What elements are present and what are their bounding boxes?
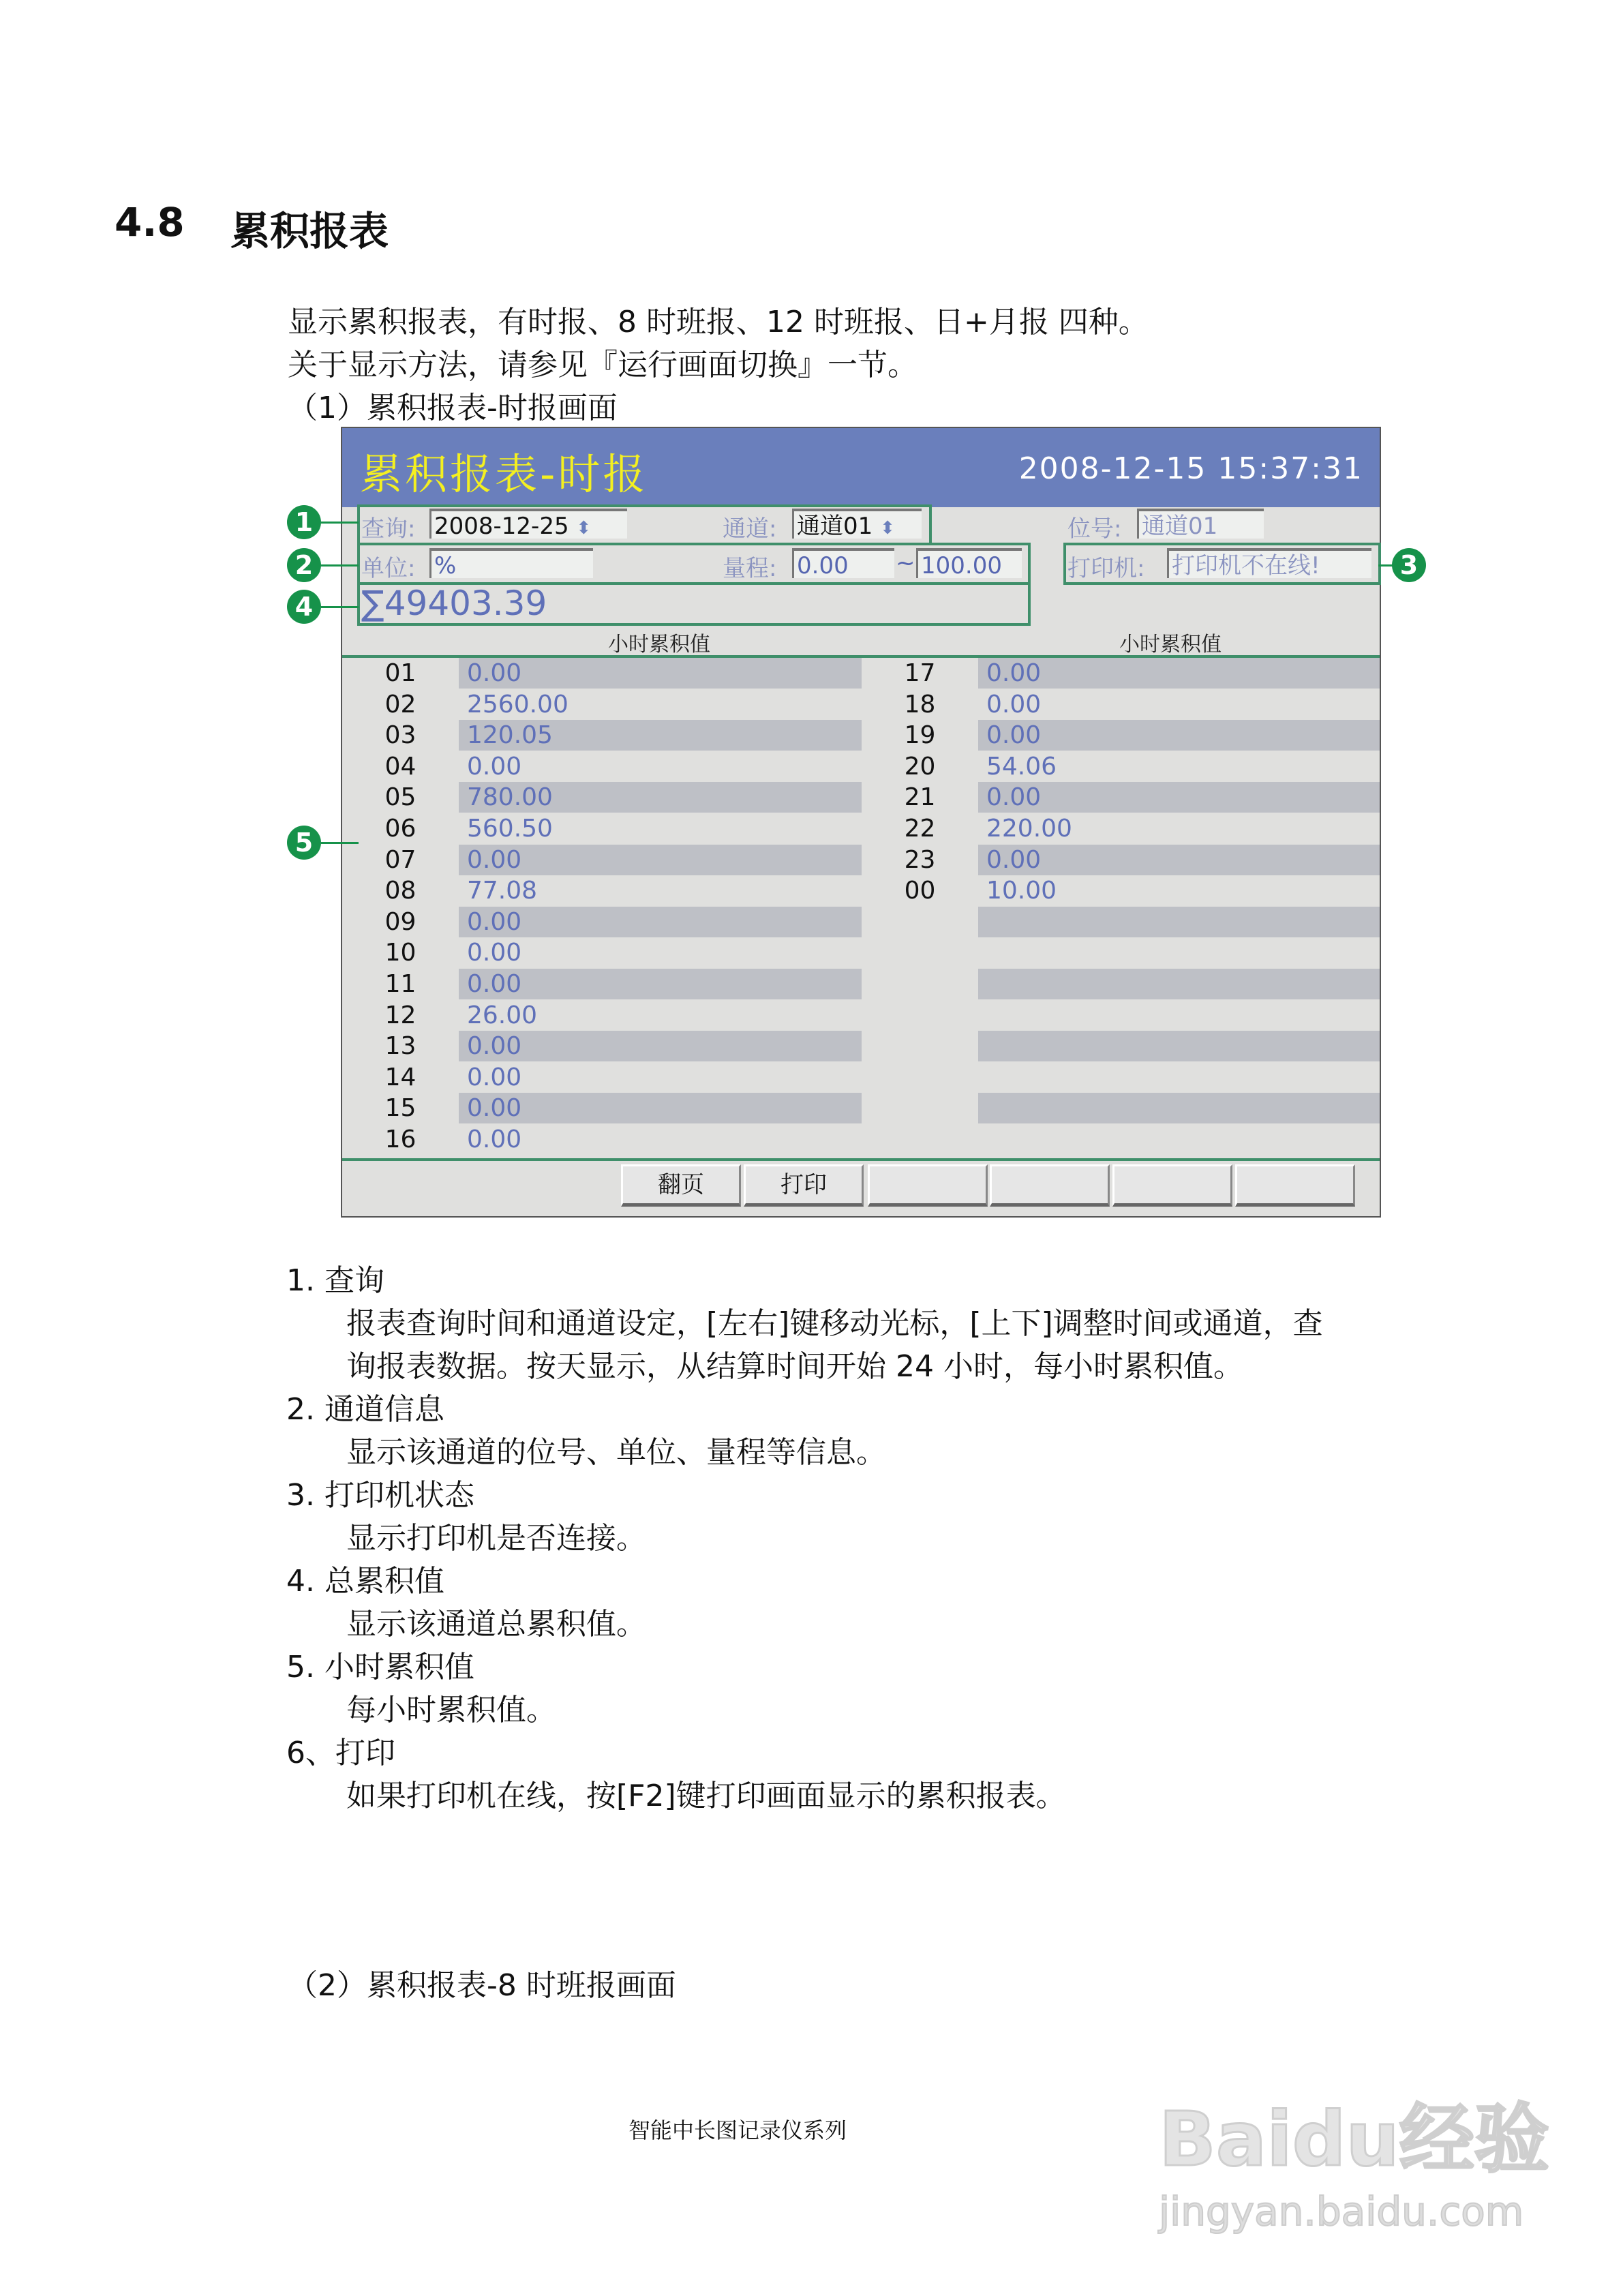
hour-cell: 11 [342, 969, 459, 999]
callout-leader-line [321, 522, 359, 524]
item-description: 询报表数据。按天显示，从结算时间开始 24 小时，每小时累积值。 [346, 1349, 1243, 1384]
value-cell [978, 937, 1380, 968]
value-cell: 780.00 [459, 782, 862, 813]
query-label: 查询: [361, 515, 416, 543]
hour-cell: 23 [862, 845, 978, 875]
hour-cell [862, 937, 978, 968]
softkey-blank-button[interactable] [1112, 1164, 1232, 1207]
tag-field: 通道01 [1137, 509, 1264, 539]
spinner-icon[interactable]: ⬍ [880, 518, 895, 539]
screen-datetime: 2008-12-15 15:37:31 [1018, 451, 1363, 486]
total-value: ∑49403.39 [361, 584, 547, 623]
callout-marker-4: 4 [287, 590, 321, 624]
baidu-watermark-logo: Baidu经验 [1159, 2096, 1549, 2183]
intro-line: 显示累积报表，有时报、8 时班报、12 时班报、日+月报 四种。 [288, 305, 1149, 339]
hour-cell: 20 [862, 751, 978, 782]
hour-cell: 07 [342, 845, 459, 875]
hour-cell: 02 [342, 689, 459, 720]
item-title: 3. 打印机状态 [286, 1478, 474, 1513]
softkey-blank-button[interactable] [1235, 1164, 1355, 1207]
channel-label: 通道: [723, 515, 777, 543]
table-row [342, 1031, 1380, 1061]
section-number: 4.8 [115, 199, 185, 245]
value-cell: 0.00 [459, 1093, 862, 1123]
table-row [342, 875, 1380, 906]
hour-cell: 10 [342, 937, 459, 968]
hour-cell [862, 1031, 978, 1061]
value-cell: 0.00 [459, 969, 862, 999]
hour-cell: 13 [342, 1031, 459, 1061]
hour-cell: 04 [342, 751, 459, 782]
table-row [342, 782, 1380, 813]
value-cell: 77.08 [459, 875, 862, 906]
hour-cell: 08 [342, 875, 459, 906]
hour-cell [862, 1093, 978, 1123]
table-row [342, 720, 1380, 751]
range-separator: ~ [896, 549, 915, 577]
hour-cell: 06 [342, 813, 459, 844]
value-cell [978, 1031, 1380, 1061]
callout-marker-2: 2 [287, 548, 321, 582]
table-row [342, 969, 1380, 999]
hour-cell: 03 [342, 720, 459, 751]
value-cell [978, 969, 1380, 999]
intro-line: 关于显示方法，请参见『运行画面切换』一节。 [288, 348, 917, 382]
hour-cell: 15 [342, 1093, 459, 1123]
hour-cell [862, 1000, 978, 1031]
tag-label: 位号: [1067, 515, 1122, 543]
table-row [342, 658, 1380, 689]
range-min-field: 0.00 [792, 548, 894, 578]
value-cell: 0.00 [978, 658, 1380, 689]
table-row [342, 1124, 1380, 1155]
value-cell: 0.00 [978, 845, 1380, 875]
callout-marker-5: 5 [287, 826, 321, 860]
subsection-title: （1）累积报表-时报画面 [288, 391, 618, 425]
value-cell: 0.00 [978, 782, 1380, 813]
hour-cell: 14 [342, 1062, 459, 1093]
item-title: 1. 查询 [286, 1263, 384, 1298]
table-row [342, 813, 1380, 844]
value-cell: 54.06 [978, 751, 1380, 782]
callout-leader-line [321, 564, 359, 567]
item-description: 每小时累积值。 [346, 1693, 556, 1727]
value-cell: 10.00 [978, 875, 1380, 906]
value-cell: 120.05 [459, 720, 862, 751]
callout-leader-line [321, 842, 359, 844]
hourly-table [342, 655, 1380, 1161]
hour-cell: 16 [342, 1124, 459, 1155]
section-title: 累积报表 [230, 208, 389, 254]
value-cell: 0.00 [978, 720, 1380, 751]
unit-label: 单位: [361, 555, 416, 582]
value-cell: 0.00 [459, 1062, 862, 1093]
hour-cell: 12 [342, 1000, 459, 1031]
hour-cell [862, 1124, 978, 1155]
value-cell [978, 1124, 1380, 1155]
value-cell: 26.00 [459, 1000, 862, 1031]
callout-marker-3: 3 [1392, 548, 1426, 582]
right-column-header: 小时累积值 [1119, 633, 1222, 656]
value-cell: 0.00 [459, 1031, 862, 1061]
table-row [342, 1000, 1380, 1031]
printer-status-field: 打印机不在线! [1167, 548, 1371, 578]
hour-cell [862, 969, 978, 999]
value-cell: 0.00 [978, 689, 1380, 720]
value-cell: 560.50 [459, 813, 862, 844]
item-description: 显示该通道总累积值。 [346, 1607, 646, 1642]
table-row [342, 907, 1380, 937]
value-cell: 0.00 [459, 845, 862, 875]
page-footer: 智能中长图记录仪系列 [628, 2117, 847, 2143]
value-cell: 220.00 [978, 813, 1380, 844]
value-cell [978, 1000, 1380, 1031]
hour-cell: 01 [342, 658, 459, 689]
channel-select[interactable] [792, 509, 922, 539]
range-max-field: 100.00 [916, 548, 1022, 578]
callout-leader-line [321, 606, 359, 608]
printer-label: 打印机: [1067, 555, 1145, 582]
value-cell [978, 1062, 1380, 1093]
hour-cell: 18 [862, 689, 978, 720]
baidu-watermark-url: jingyan.baidu.com [1159, 2188, 1524, 2235]
value-cell [978, 907, 1380, 937]
callout-marker-1: 1 [287, 505, 321, 539]
query-date-value: 2008-12-25 [434, 513, 569, 540]
channel-value: 通道01 [797, 513, 873, 540]
table-row [342, 1062, 1380, 1093]
callout-leader-line [1378, 564, 1393, 567]
unit-field: % [429, 548, 593, 578]
value-cell: 0.00 [459, 658, 862, 689]
hour-cell: 05 [342, 782, 459, 813]
range-label: 量程: [723, 555, 777, 582]
screen-header [342, 428, 1380, 507]
hour-cell: 21 [862, 782, 978, 813]
value-cell: 0.00 [459, 937, 862, 968]
table-row [342, 751, 1380, 782]
hour-cell: 22 [862, 813, 978, 844]
softkey-blank-button[interactable] [990, 1164, 1110, 1207]
value-cell [978, 1093, 1380, 1123]
value-cell: 0.00 [459, 751, 862, 782]
table-row [342, 1093, 1380, 1123]
table-row [342, 689, 1380, 720]
hour-cell [862, 907, 978, 937]
item-title: 4. 总累积值 [286, 1564, 444, 1599]
value-cell: 0.00 [459, 1124, 862, 1155]
value-cell: 0.00 [459, 907, 862, 937]
softkey-blank-button[interactable] [868, 1164, 988, 1207]
query-date-input[interactable] [429, 509, 627, 539]
table-row [342, 845, 1380, 875]
table-row [342, 937, 1380, 968]
subsection-title: （2）累积报表-8 时班报画面 [288, 1968, 676, 2003]
hour-cell [862, 1062, 978, 1093]
item-description: 如果打印机在线，按[F2]键打印画面显示的累积报表。 [346, 1779, 1066, 1813]
spinner-icon[interactable]: ⬍ [576, 518, 592, 539]
softkey-page-button[interactable]: 翻页 [621, 1164, 741, 1207]
screen-title: 累积报表-时报 [360, 449, 648, 499]
value-cell: 2560.00 [459, 689, 862, 720]
item-description: 报表查询时间和通道设定，[左右]键移动光标，[上下]调整时间或通道，查 [346, 1306, 1323, 1341]
hour-cell: 00 [862, 875, 978, 906]
left-column-header: 小时累积值 [608, 633, 710, 656]
hour-cell: 17 [862, 658, 978, 689]
report-screen [341, 427, 1381, 1218]
hour-cell: 09 [342, 907, 459, 937]
item-title: 2. 通道信息 [286, 1392, 444, 1427]
item-title: 5. 小时累积值 [286, 1650, 474, 1685]
softkey-print-button[interactable]: 打印 [744, 1164, 864, 1207]
item-description: 显示该通道的位号、单位、量程等信息。 [346, 1435, 886, 1470]
item-title: 6、打印 [286, 1736, 395, 1770]
hour-cell: 19 [862, 720, 978, 751]
item-description: 显示打印机是否连接。 [346, 1521, 646, 1556]
